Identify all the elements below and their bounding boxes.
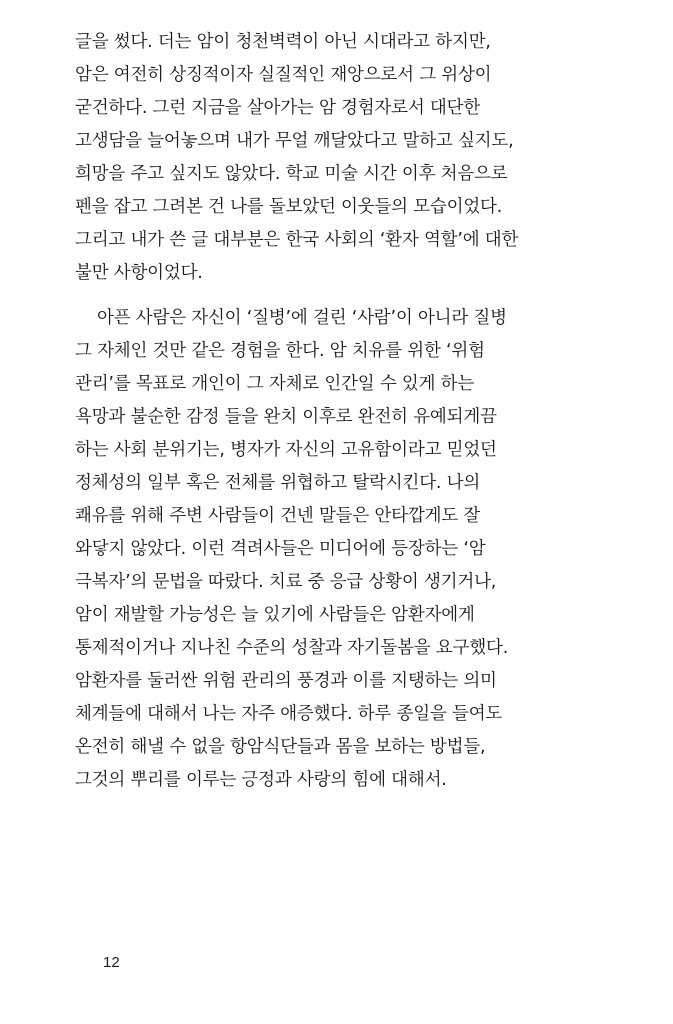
text-line: 펜을 잡고 그려본 건 나를 돌보았던 이웃들의 모습이었다. <box>75 197 503 217</box>
text-line: 희망을 주고 싶지도 않았다. 학교 미술 시간 이후 처음으로 <box>75 164 508 184</box>
paragraph-spacer <box>75 290 575 302</box>
text-line: 글을 썼다. 더는 암이 청천벽력이 아닌 시대라고 하지만, <box>75 32 491 52</box>
text-line: 굳건하다. 그런 지금을 살아가는 암 경험자로서 대단한 <box>75 98 481 118</box>
text-line: 욕망과 불순한 감정 들을 완치 이후로 완전히 유예되게끔 <box>75 407 497 427</box>
text-line: 체계들에 대해서 나는 자주 애증했다. 하루 종일을 들여도 <box>75 704 503 724</box>
paragraph-1 <box>75 26 575 290</box>
text-line: 쾌유를 위해 주변 사람들이 건넨 말들은 안타깝게도 잘 <box>75 506 481 526</box>
text-line: 그것의 뿌리를 이루는 긍정과 사랑의 힘에 대해서. <box>75 770 447 790</box>
text-line: 불만 사항이었다. <box>75 263 203 283</box>
text-line: 암환자를 둘러싼 위험 관리의 풍경과 이를 지탱하는 의미 <box>75 671 497 691</box>
text-line: 와닿지 않았다. 이런 격려사들은 미디어에 등장하는 ‘암 <box>75 539 486 559</box>
text-line: 정체성의 일부 혹은 전체를 위협하고 탈락시킨다. 나의 <box>75 473 481 493</box>
body-text <box>75 26 575 797</box>
text-line: 온전히 해낼 수 없을 항암식단들과 몸을 보하는 방법들, <box>75 737 486 757</box>
text-line: 고생담을 늘어놓으며 내가 무얼 깨달았다고 말하고 싶지도, <box>75 131 514 151</box>
text-line: 그리고 내가 쓴 글 대부분은 한국 사회의 ‘환자 역할’에 대한 <box>75 230 519 250</box>
paragraph-2 <box>75 302 575 797</box>
text-line: 극복자’의 문법을 따랐다. 치료 중 응급 상황이 생기거나, <box>75 572 497 592</box>
page-number: 12 <box>103 954 120 971</box>
text-line: 암이 재발할 가능성은 늘 있기에 사람들은 암환자에게 <box>75 605 475 625</box>
text-line: 통제적이거나 지나친 수준의 성찰과 자기돌봄을 요구했다. <box>75 638 509 658</box>
text-line: 관리’를 목표로 개인이 그 자체로 인간일 수 있게 하는 <box>75 374 475 394</box>
text-line-indented: 아픈 사람은 자신이 ‘질병’에 걸린 ‘사람’이 아니라 질병 <box>97 308 507 328</box>
text-line: 그 자체인 것만 같은 경험을 한다. 암 치유를 위한 ‘위험 <box>75 341 485 361</box>
text-line: 암은 여전히 상징적이자 실질적인 재앙으로서 그 위상이 <box>75 65 492 85</box>
text-line: 하는 사회 분위기는, 병자가 자신의 고유함이라고 믿었던 <box>75 440 497 460</box>
